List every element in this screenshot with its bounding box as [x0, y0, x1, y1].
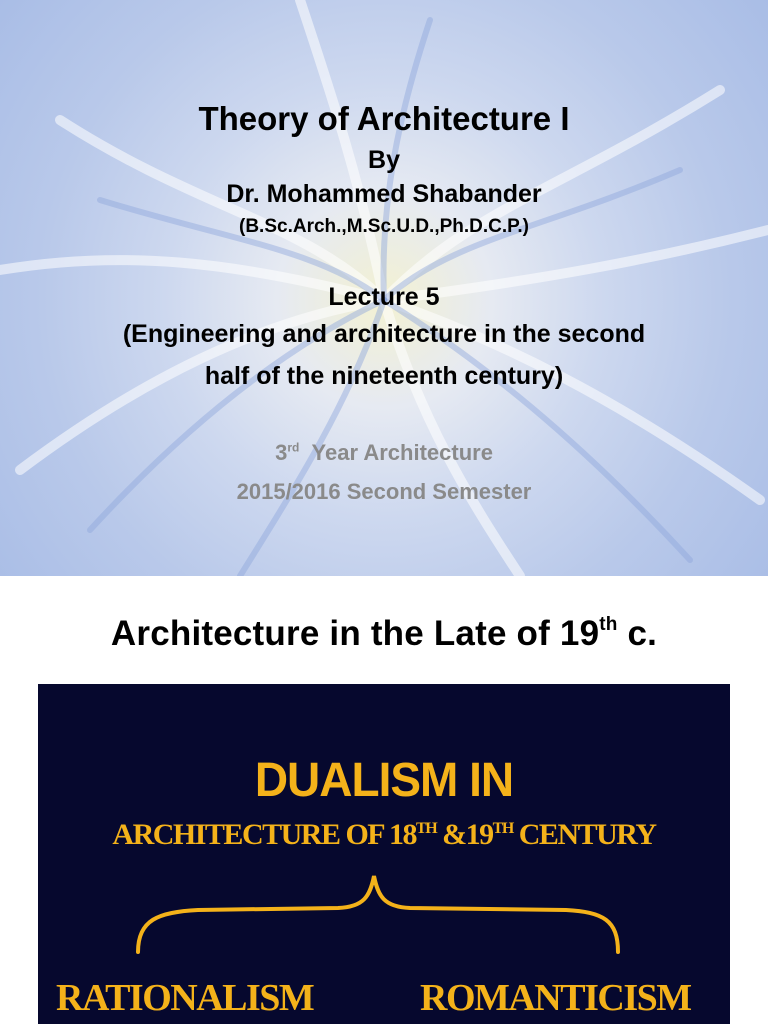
heading-end: c.	[617, 614, 658, 653]
heading-superscript: th	[599, 614, 618, 635]
subtitle-part-c: CENTURY	[512, 818, 656, 851]
slide-heading	[0, 614, 768, 654]
year-label: Year Architecture	[311, 440, 493, 465]
year-suffix: rd	[287, 440, 300, 455]
lecture-number: Lecture 5	[328, 283, 440, 311]
rationalism-label: RATIONALISM	[56, 977, 314, 1019]
presentation-title: Theory of Architecture I	[198, 100, 570, 137]
brace-connector	[38, 684, 730, 1024]
author-credentials: (B.Sc.Arch.,M.Sc.U.D.,Ph.D.C.P.)	[239, 216, 529, 237]
romanticism-label: ROMANTICISM	[420, 977, 691, 1019]
author-name: Dr. Mohammed Shabander	[226, 180, 542, 208]
year-level	[0, 440, 768, 466]
subtitle-part-b: &19	[436, 818, 493, 851]
subtitle-part-a: ARCHITECTURE OF 18	[112, 818, 417, 851]
dualism-diagram	[38, 684, 730, 1024]
heading-main: Architecture in the Late of 19	[110, 614, 600, 653]
subtitle-sup-1: TH	[416, 820, 437, 837]
lecture-topic-line-2: half of the nineteenth century)	[204, 362, 564, 390]
year-number: 3	[275, 440, 288, 465]
by-label: By	[368, 146, 400, 174]
lecture-topic-line-1: (Engineering and architecture in the second	[122, 320, 646, 348]
diagram-title: DUALISM IN	[254, 751, 514, 807]
semester: 2015/2016 Second Semester	[236, 479, 532, 504]
subtitle-sup-2: TH	[492, 820, 513, 837]
